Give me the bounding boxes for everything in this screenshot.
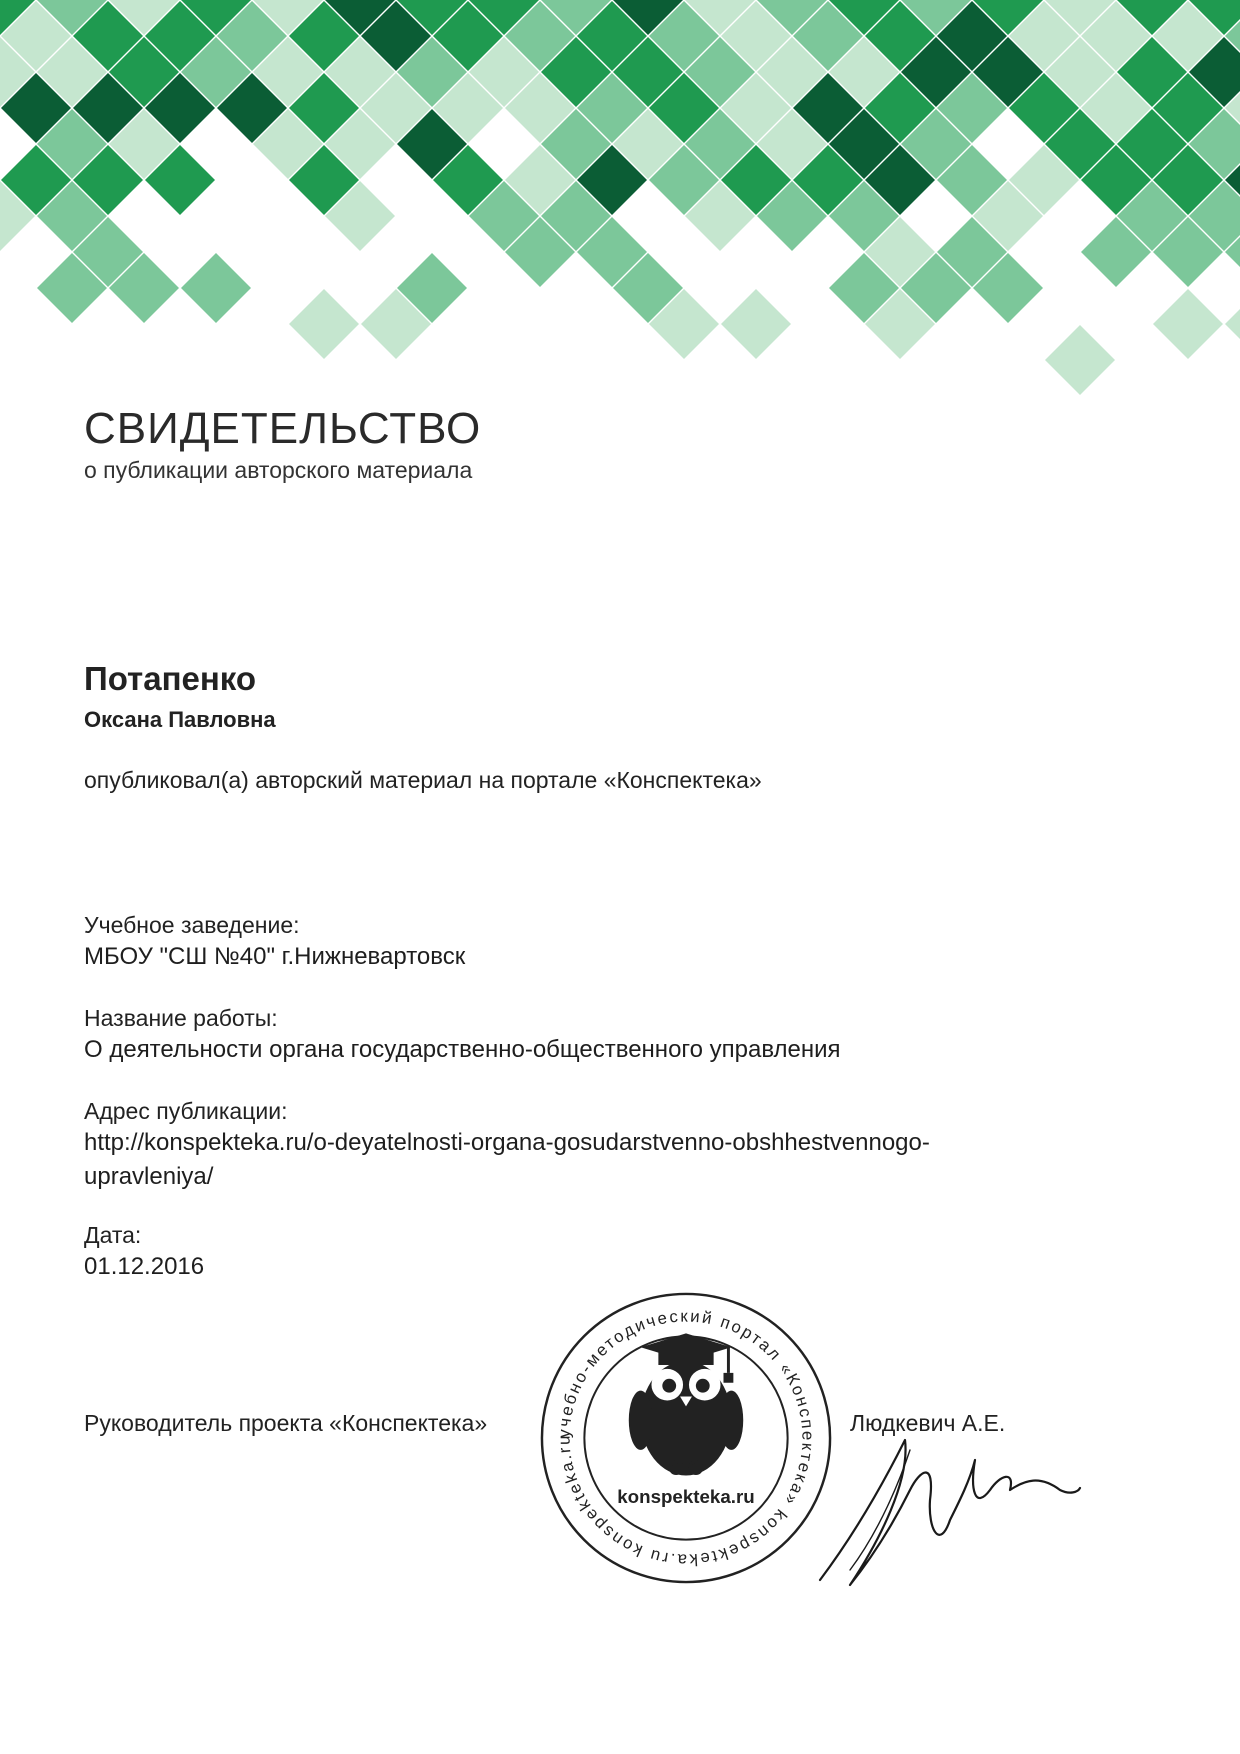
owl-mascot-icon bbox=[629, 1333, 743, 1475]
institution-label: Учебное заведение: bbox=[84, 912, 300, 938]
mosaic-tile bbox=[1045, 325, 1115, 395]
recipient-surname: Потапенко bbox=[84, 660, 257, 697]
mosaic-tile bbox=[1225, 289, 1240, 359]
mosaic-tile bbox=[1153, 289, 1223, 359]
institution-value: МБОУ "СШ №40" г.Нижневартовск bbox=[84, 943, 466, 970]
date-label: Дата: bbox=[84, 1222, 142, 1248]
green-mosaic-header bbox=[0, 0, 1240, 420]
date-value: 01.12.2016 bbox=[84, 1253, 205, 1280]
mosaic-tile bbox=[721, 289, 791, 359]
recipient-given-names: Оксана Павловна bbox=[84, 707, 276, 732]
certificate-title: СВИДЕТЕЛЬСТВО bbox=[84, 404, 482, 453]
publication-address-line1: http://konspekteka.ru/o-deyatelnosti-organa-gosudarstvenno-obshhestvennogo- bbox=[84, 1129, 930, 1156]
project-lead-name: Людкевич А.Е. bbox=[850, 1410, 1006, 1436]
mosaic-tile bbox=[181, 253, 251, 323]
stamp-ring-text: учебно-методический портал «Конспектека» konspekteka.ru konspekteka.ru bbox=[554, 1306, 818, 1570]
publication-statement: опубликовал(а) авторский материал на портале «Конспектека» bbox=[84, 767, 762, 793]
work-title-label: Название работы: bbox=[84, 1005, 278, 1031]
publication-address-label: Адрес публикации: bbox=[84, 1098, 288, 1124]
work-title-value: О деятельности органа государственно-общественного управления bbox=[84, 1036, 841, 1063]
certificate-subtitle: о публикации авторского материала bbox=[84, 457, 473, 483]
stamp-site-text: konspekteka.ru bbox=[617, 1486, 755, 1508]
konspekteka-stamp bbox=[538, 1290, 834, 1586]
project-lead-role: Руководитель проекта «Конспектека» bbox=[84, 1410, 488, 1436]
publication-address-line2: upravleniya/ bbox=[84, 1163, 214, 1190]
mosaic-tile bbox=[289, 289, 359, 359]
signature bbox=[810, 1420, 1090, 1600]
